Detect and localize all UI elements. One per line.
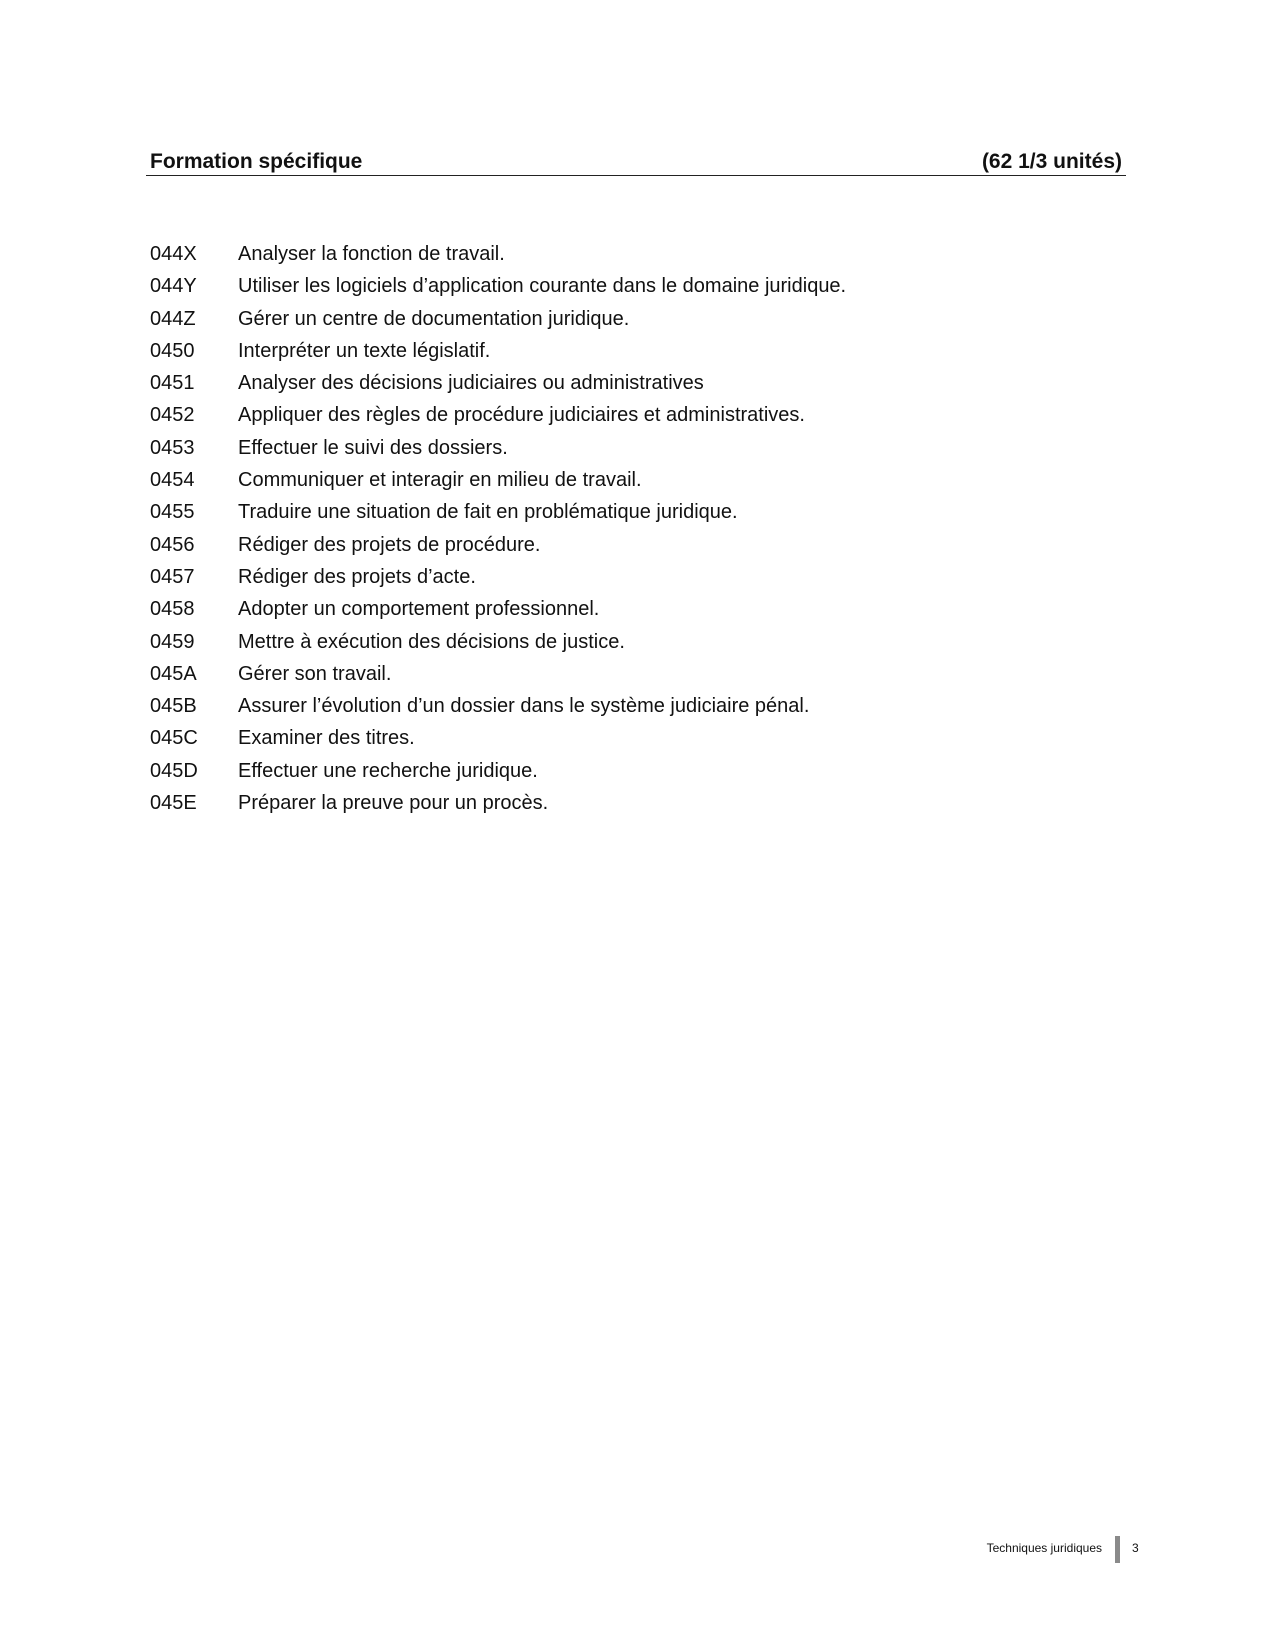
competency-code: 045A: [150, 662, 197, 685]
competency-row: [150, 303, 1050, 335]
competency-text: Analyser la fonction de travail.: [238, 243, 505, 265]
competency-code: 044Z: [150, 307, 196, 330]
section-units: (62 1/3 unités): [981, 150, 1122, 173]
competency-text: Utiliser les logiciels d’application courante dans le domaine juridique.: [238, 275, 847, 298]
competency-text: Assurer l’évolution d’un dossier dans le système judiciaire pénal.: [238, 695, 810, 718]
competency-code: 0450: [150, 339, 195, 362]
competency-row: [150, 238, 1050, 270]
competency-text: Gérer un centre de documentation juridique.: [238, 307, 630, 330]
competency-text: Préparer la preuve pour un procès.: [238, 792, 549, 815]
competency-code: 0454: [150, 469, 195, 492]
competency-row: [150, 722, 1050, 754]
competency-code: 045B: [150, 695, 197, 718]
competency-code: 044X: [150, 243, 197, 265]
competency-code: 045D: [150, 759, 198, 782]
competency-code: 045E: [150, 792, 197, 815]
section-title: Formation spécifique: [150, 150, 363, 173]
competency-row: [150, 658, 1050, 690]
competency-code: 0457: [150, 565, 195, 588]
competency-text: Rédiger des projets de procédure.: [238, 533, 541, 556]
competency-code: 045C: [150, 727, 198, 750]
page-footer: [960, 1536, 1160, 1566]
competency-text: Interpréter un texte législatif.: [238, 339, 491, 362]
competency-text: Appliquer des règles de procédure judiciaires et administratives.: [238, 404, 805, 427]
competency-row: [150, 270, 1050, 302]
competency-code: 0459: [150, 630, 195, 653]
competency-row: [150, 529, 1050, 561]
footer-document-title: Techniques juridiques: [986, 1541, 1102, 1555]
competency-row: [150, 496, 1050, 528]
competency-text: Mettre à exécution des décisions de justice.: [238, 630, 625, 653]
competency-code: 0458: [150, 598, 195, 621]
competency-code: 0453: [150, 436, 195, 459]
competency-row: [150, 690, 1050, 722]
competency-code: 0455: [150, 501, 195, 524]
competency-text: Communiquer et interagir en milieu de travail.: [238, 469, 642, 492]
competency-text: Gérer son travail.: [238, 662, 392, 685]
competency-row: [150, 335, 1050, 367]
competency-row: [150, 399, 1050, 431]
competency-row: [150, 464, 1050, 496]
competency-row: [150, 432, 1050, 464]
competency-code: 0456: [150, 533, 195, 556]
competency-text: Effectuer une recherche juridique.: [238, 759, 538, 782]
competency-row: [150, 626, 1050, 658]
competency-row: [150, 561, 1050, 593]
competency-row: [150, 755, 1050, 787]
competency-code: 0452: [150, 404, 195, 427]
competency-code: 0451: [150, 372, 195, 395]
competency-row: [150, 787, 1050, 819]
competency-text: Analyser des décisions judiciaires ou administratives: [238, 372, 704, 395]
competency-row: [150, 367, 1050, 399]
competency-list: [150, 238, 1050, 819]
competency-text: Rédiger des projets d’acte.: [238, 565, 476, 588]
footer-divider-bar: [1115, 1536, 1120, 1563]
competency-row: [150, 593, 1050, 625]
competency-text: Adopter un comportement professionnel.: [238, 598, 600, 621]
competency-text: Effectuer le suivi des dossiers.: [238, 436, 508, 459]
page-number: 3: [1132, 1541, 1139, 1555]
competency-text: Traduire une situation de fait en problématique juridique.: [238, 501, 738, 524]
competency-text: Examiner des titres.: [238, 727, 415, 750]
section-header: [146, 146, 1126, 176]
competency-code: 044Y: [150, 275, 197, 298]
